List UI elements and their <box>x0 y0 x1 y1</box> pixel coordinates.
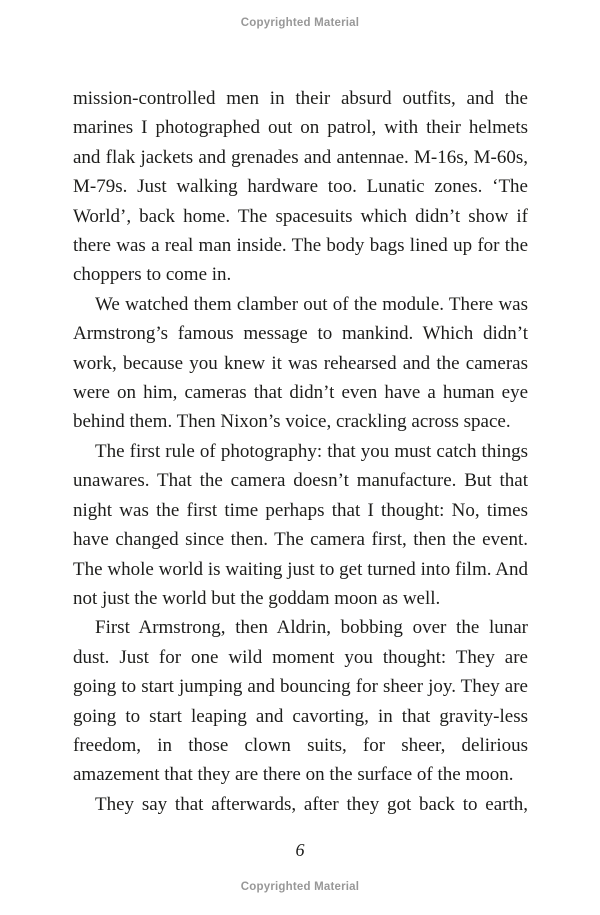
copyright-notice-bottom: Copyrighted Material <box>240 881 360 893</box>
paragraph: We watched them clamber out of the module. There was Armstrong’s famous message to mankind. Which didn’t work, because you knew it was rehearsed and the cameras were on him, cameras that didn’t even have a human eye behind them. Then Nixon’s voice, crackling across space. <box>73 293 528 433</box>
page-text-block <box>73 84 528 819</box>
paragraph: mission-controlled men in their absurd outfits, and the marines I photographed out on patrol, with their helmets and flak jackets and grenades and antennae. M-16s, M-60s, M-79s. Just walking hardware too. Lunatic zones. ‘The World’, back home. The spacesuits which didn’t show if there was a real man inside. The body bags lined up for the choppers to come in. <box>73 88 528 286</box>
paragraph: First Armstrong, then Aldrin, bobbing over the lunar dust. Just for one wild moment you thought: They are going to start jumping and bouncing for sheer joy. They are going to start leaping and cavorting, in that gravity-less freedom, in those clown suits, for sheer, delirious amazement that they are there on the surface of the moon. <box>73 617 528 786</box>
paragraph: The first rule of photography: that you must catch things unawares. That the camera doesn’t manufacture. But that night was the first time perhaps that I thought: No, times have changed since then. The camera first, then the event. The whole world is waiting just to get turned into film. And not just the world but the goddam moon as well. <box>73 440 528 609</box>
paragraph: They say that afterwards, after they got back to earth, <box>95 793 528 815</box>
copyright-notice-top: Copyrighted Material <box>240 17 360 29</box>
page-number: 6 <box>295 840 305 860</box>
